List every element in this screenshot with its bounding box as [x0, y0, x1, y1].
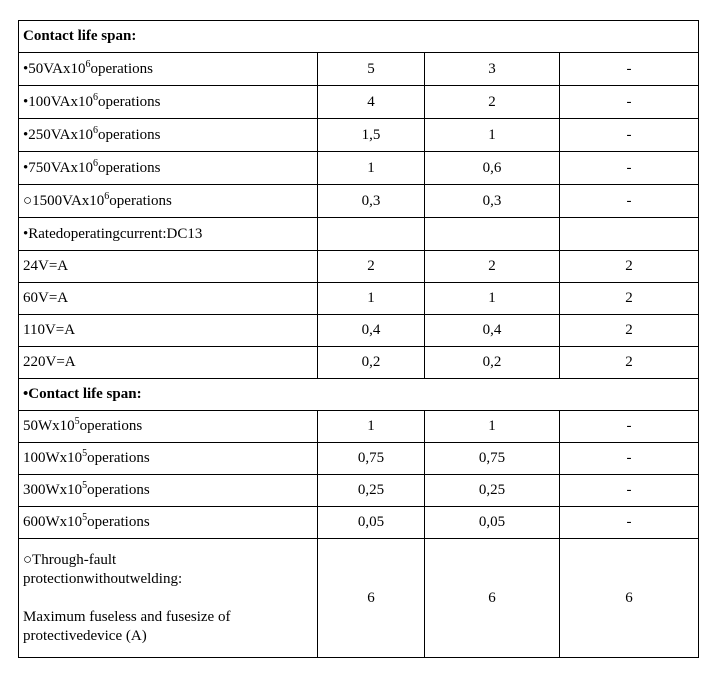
cell-value: -: [560, 507, 699, 539]
cell-value: 2: [560, 251, 699, 283]
row-label: ○Through-fault protectionwithoutwelding: Maximum fuseless and fusesize of protectivedevice (A): [19, 539, 318, 658]
cell-value: 1: [425, 411, 560, 443]
exponent: 6: [93, 157, 98, 169]
cell-value: 6: [425, 539, 560, 658]
cell-value: 0,6: [425, 152, 560, 185]
table-row: [19, 283, 699, 315]
cell-value: 0,75: [318, 443, 425, 475]
row-label: •Ratedoperatingcurrent:DC13: [19, 218, 318, 251]
cell-value: 0,25: [318, 475, 425, 507]
table-row: [19, 347, 699, 379]
cell-value: 2: [560, 347, 699, 379]
cell-value: 0,3: [425, 185, 560, 218]
table-row: [19, 251, 699, 283]
table-row: [19, 152, 699, 185]
cell-value: 1: [318, 152, 425, 185]
row-label: $50Wx10^5operations$: [19, 411, 318, 443]
exponent: 5: [74, 416, 80, 427]
empty-cell: [318, 218, 425, 251]
exponent: 6: [93, 91, 98, 103]
row-label: $600Wx10^5operations$: [19, 507, 318, 539]
cell-value: 1: [425, 119, 560, 152]
bullet: •: [23, 126, 29, 143]
cell-value: -: [560, 152, 699, 185]
cell-value: 0,05: [318, 507, 425, 539]
table-row: [19, 53, 699, 86]
cell-value: -: [560, 443, 699, 475]
cell-value: 1,5: [318, 119, 425, 152]
cell-value: 1: [318, 283, 425, 315]
table-row: [19, 315, 699, 347]
cell-value: 1: [425, 283, 560, 315]
exponent: 6: [104, 190, 110, 202]
cell-value: -: [560, 86, 699, 119]
bullet: •: [23, 159, 29, 176]
table-row: [19, 507, 699, 539]
row-label: $•50VAx10^6operations$: [19, 53, 318, 86]
row-label: 60V=A: [19, 283, 318, 315]
specification-table: [18, 20, 699, 658]
cell-value: 2: [560, 315, 699, 347]
cell-value: 0,2: [318, 347, 425, 379]
exponent: 6: [85, 58, 91, 70]
row-label: 110V=A: [19, 315, 318, 347]
table-row: [19, 443, 699, 475]
cell-value: 0,4: [425, 315, 560, 347]
cell-value: 2: [318, 251, 425, 283]
cell-value: 2: [425, 86, 560, 119]
row-label: $•100VAx10^6operations$: [19, 86, 318, 119]
row-label: $300Wx10^5operations$: [19, 475, 318, 507]
table-row: [19, 185, 699, 218]
cell-value: -: [560, 53, 699, 86]
cell-value: 6: [318, 539, 425, 658]
row-label: $•750VAx10^6operations$: [19, 152, 318, 185]
dc-heading-row: [19, 218, 699, 251]
table-row: [19, 475, 699, 507]
empty-cell: [425, 218, 560, 251]
table-row: [19, 119, 699, 152]
cell-value: 2: [560, 283, 699, 315]
table-row: [19, 411, 699, 443]
header-row-contact-life-span: [19, 21, 699, 53]
cell-value: 5: [318, 53, 425, 86]
empty-cell: [560, 218, 699, 251]
cell-value: 0,05: [425, 507, 560, 539]
cell-value: 1: [318, 411, 425, 443]
section-heading: Contact life span:: [19, 21, 699, 53]
table-row: [19, 86, 699, 119]
cell-value: 0,2: [425, 347, 560, 379]
exponent: 5: [82, 512, 88, 523]
cell-value: 0,25: [425, 475, 560, 507]
cell-value: 4: [318, 86, 425, 119]
cell-value: -: [560, 475, 699, 507]
exponent: 5: [82, 448, 88, 459]
bullet: •: [23, 93, 29, 110]
bullet: ○: [23, 192, 33, 209]
cell-value: 0,75: [425, 443, 560, 475]
cell-value: 3: [425, 53, 560, 86]
row-label: $100Wx10^5operations$: [19, 443, 318, 475]
row-label: $○1500VAx10^6operations$: [19, 185, 318, 218]
header-row-contact-life-span-w: [19, 379, 699, 411]
cell-value: -: [560, 411, 699, 443]
section-heading: •Contact life span:: [19, 379, 699, 411]
cell-value: 0,3: [318, 185, 425, 218]
row-label: 24V=A: [19, 251, 318, 283]
row-label: $•250VAx10^6operations$: [19, 119, 318, 152]
exponent: 5: [82, 480, 88, 491]
cell-value: 0,4: [318, 315, 425, 347]
cell-value: -: [560, 185, 699, 218]
fault-protection-row: [19, 539, 699, 658]
row-label: 220V=A: [19, 347, 318, 379]
cell-value: -: [560, 119, 699, 152]
cell-value: 2: [425, 251, 560, 283]
exponent: 6: [93, 124, 98, 136]
cell-value: 6: [560, 539, 699, 658]
bullet: •: [23, 60, 29, 77]
